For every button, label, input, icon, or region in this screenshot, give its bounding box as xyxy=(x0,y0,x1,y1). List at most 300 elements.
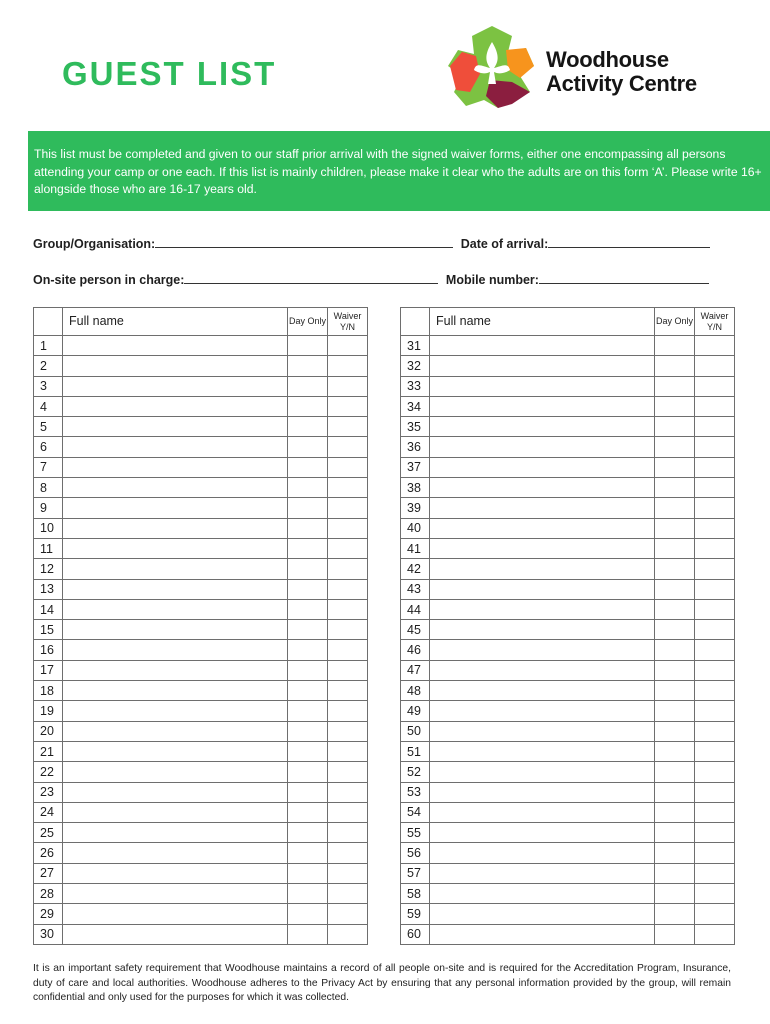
table-row xyxy=(401,741,735,761)
day-only-cell[interactable] xyxy=(655,782,695,802)
table-row xyxy=(401,457,735,477)
full-name-cell[interactable] xyxy=(63,437,288,457)
full-name-cell[interactable] xyxy=(430,701,655,721)
table-row xyxy=(401,762,735,782)
waiver-cell[interactable] xyxy=(695,863,735,883)
full-name-cell[interactable] xyxy=(430,640,655,660)
row-number: 55 xyxy=(401,823,430,843)
day-only-cell[interactable] xyxy=(655,498,695,518)
table-row xyxy=(34,376,368,396)
row-number: 46 xyxy=(401,640,430,660)
full-name-cell[interactable] xyxy=(430,904,655,924)
row-number: 7 xyxy=(34,457,63,477)
full-name-cell[interactable] xyxy=(430,721,655,741)
waiver-cell[interactable] xyxy=(328,376,368,396)
row-number: 40 xyxy=(401,518,430,538)
table-row xyxy=(401,640,735,660)
full-name-cell[interactable] xyxy=(430,437,655,457)
row-number: 36 xyxy=(401,437,430,457)
row-number: 23 xyxy=(34,782,63,802)
full-name-cell[interactable] xyxy=(430,518,655,538)
day-only-cell[interactable] xyxy=(288,538,328,558)
table-row xyxy=(34,884,368,904)
day-only-cell[interactable] xyxy=(288,924,328,944)
day-only-cell[interactable] xyxy=(655,924,695,944)
privacy-footer: It is an important safety requirement that Woodhouse maintains a record of all people on-site and is required for the Accreditation Program, Insurance, duty of care and local authorities. Woodhouse adheres to the Privacy Act by ensuring that any personal information provided by the group, will remain confidential and only used for the purposes for which it was collected. xyxy=(33,963,731,1003)
full-name-cell[interactable] xyxy=(430,478,655,498)
row-number: 50 xyxy=(401,721,430,741)
day-only-cell[interactable] xyxy=(655,823,695,843)
table-row xyxy=(401,660,735,680)
row-number: 21 xyxy=(34,741,63,761)
person-label: On-site person in charge: xyxy=(33,273,185,287)
table-row xyxy=(34,437,368,457)
full-name-cell[interactable] xyxy=(63,457,288,477)
waiver-cell[interactable] xyxy=(328,478,368,498)
waiver-cell[interactable] xyxy=(695,660,735,680)
day-only-cell[interactable] xyxy=(288,721,328,741)
waiver-cell[interactable] xyxy=(695,721,735,741)
table-row xyxy=(401,701,735,721)
page-title: GUEST LIST xyxy=(62,55,277,92)
full-name-cell[interactable] xyxy=(63,701,288,721)
row-number: 15 xyxy=(34,620,63,640)
waiver-cell[interactable] xyxy=(328,741,368,761)
row-number: 58 xyxy=(401,884,430,904)
waiver-cell[interactable] xyxy=(328,498,368,518)
day-only-cell[interactable] xyxy=(288,599,328,619)
table-row xyxy=(34,478,368,498)
table-row xyxy=(401,336,735,356)
waiver-cell[interactable] xyxy=(328,640,368,660)
full-name-cell[interactable] xyxy=(63,782,288,802)
table-row xyxy=(34,356,368,376)
row-number: 42 xyxy=(401,559,430,579)
waiver-cell[interactable] xyxy=(695,701,735,721)
day-only-cell[interactable] xyxy=(288,660,328,680)
row-number: 33 xyxy=(401,376,430,396)
table-row xyxy=(34,823,368,843)
day-only-cell[interactable] xyxy=(288,741,328,761)
waiver-cell[interactable] xyxy=(328,660,368,680)
day-only-cell[interactable] xyxy=(288,620,328,640)
table-row xyxy=(34,640,368,660)
day-only-cell[interactable] xyxy=(288,640,328,660)
row-number: 10 xyxy=(34,518,63,538)
day-only-cell[interactable] xyxy=(288,498,328,518)
full-name-cell[interactable] xyxy=(63,396,288,416)
row-number: 14 xyxy=(34,599,63,619)
table-row xyxy=(34,579,368,599)
full-name-cell[interactable] xyxy=(63,823,288,843)
day-only-cell[interactable] xyxy=(655,721,695,741)
table-row xyxy=(34,417,368,437)
mobile-field[interactable] xyxy=(539,271,709,284)
waiver-cell[interactable] xyxy=(328,599,368,619)
day-only-cell[interactable] xyxy=(288,823,328,843)
table-row xyxy=(401,884,735,904)
waiver-cell[interactable] xyxy=(695,924,735,944)
number-header xyxy=(34,308,63,336)
waiver-cell[interactable] xyxy=(328,559,368,579)
full-name-header: Full name xyxy=(430,308,655,336)
full-name-cell[interactable] xyxy=(63,620,288,640)
table-row xyxy=(401,721,735,741)
row-number: 38 xyxy=(401,478,430,498)
logo-text xyxy=(546,48,697,96)
row-number: 44 xyxy=(401,599,430,619)
full-name-cell[interactable] xyxy=(63,681,288,701)
person-mobile-row xyxy=(33,271,713,287)
day-only-cell[interactable] xyxy=(288,478,328,498)
day-only-cell[interactable] xyxy=(288,518,328,538)
day-only-cell[interactable] xyxy=(288,701,328,721)
full-name-cell[interactable] xyxy=(430,376,655,396)
waiver-cell[interactable] xyxy=(695,681,735,701)
day-only-cell[interactable] xyxy=(288,904,328,924)
row-number: 51 xyxy=(401,741,430,761)
day-only-cell[interactable] xyxy=(288,681,328,701)
day-only-cell[interactable] xyxy=(288,336,328,356)
waiver-cell[interactable] xyxy=(695,457,735,477)
day-only-cell[interactable] xyxy=(288,762,328,782)
full-name-cell[interactable] xyxy=(430,599,655,619)
full-name-cell[interactable] xyxy=(430,538,655,558)
row-number: 13 xyxy=(34,579,63,599)
table-row xyxy=(34,802,368,822)
waiver-cell[interactable] xyxy=(695,478,735,498)
full-name-cell[interactable] xyxy=(430,579,655,599)
full-name-cell[interactable] xyxy=(430,843,655,863)
day-only-cell[interactable] xyxy=(288,884,328,904)
row-number: 24 xyxy=(34,802,63,822)
table-row xyxy=(34,336,368,356)
full-name-cell[interactable] xyxy=(430,336,655,356)
waiver-cell[interactable] xyxy=(695,843,735,863)
table-row xyxy=(34,538,368,558)
day-only-cell[interactable] xyxy=(655,620,695,640)
day-only-cell[interactable] xyxy=(288,417,328,437)
day-only-cell[interactable] xyxy=(288,457,328,477)
day-only-cell[interactable] xyxy=(288,579,328,599)
full-name-cell[interactable] xyxy=(430,863,655,883)
full-name-cell[interactable] xyxy=(63,741,288,761)
waiver-cell[interactable] xyxy=(695,762,735,782)
table-row xyxy=(34,660,368,680)
waiver-cell[interactable] xyxy=(328,823,368,843)
group-date-row xyxy=(33,235,714,251)
waiver-cell[interactable] xyxy=(695,741,735,761)
waiver-cell[interactable] xyxy=(328,457,368,477)
day-only-cell[interactable] xyxy=(655,904,695,924)
table-row xyxy=(34,843,368,863)
table-row xyxy=(34,924,368,944)
day-only-cell[interactable] xyxy=(288,782,328,802)
full-name-cell[interactable] xyxy=(63,863,288,883)
waiver-cell[interactable] xyxy=(328,924,368,944)
full-name-cell[interactable] xyxy=(63,640,288,660)
mobile-label: Mobile number: xyxy=(445,273,539,287)
day-only-cell[interactable] xyxy=(655,843,695,863)
full-name-cell[interactable] xyxy=(63,721,288,741)
day-only-cell[interactable] xyxy=(655,559,695,579)
waiver-cell[interactable] xyxy=(328,782,368,802)
day-only-cell[interactable] xyxy=(655,640,695,660)
instructions-text: This list must be completed and given to our staff prior arrival with the signed waiver forms, either one encompassing all persons attending your camp or one each. If this list is mainly children, please make it clear who the adults are on this form ‘A’. Please write 16+ alongside those who are 16-17 years old. xyxy=(34,147,762,196)
day-only-cell[interactable] xyxy=(288,437,328,457)
waiver-cell[interactable] xyxy=(695,518,735,538)
full-name-cell[interactable] xyxy=(63,904,288,924)
day-only-cell[interactable] xyxy=(655,660,695,680)
day-only-cell[interactable] xyxy=(288,396,328,416)
waiver-cell[interactable] xyxy=(328,437,368,457)
full-name-cell[interactable] xyxy=(63,356,288,376)
day-only-cell[interactable] xyxy=(655,802,695,822)
day-only-cell[interactable] xyxy=(288,863,328,883)
table-row xyxy=(34,681,368,701)
row-number: 59 xyxy=(401,904,430,924)
waiver-cell[interactable] xyxy=(695,884,735,904)
waiver-cell[interactable] xyxy=(695,437,735,457)
waiver-cell[interactable] xyxy=(695,904,735,924)
day-only-cell[interactable] xyxy=(655,356,695,376)
row-number: 2 xyxy=(34,356,63,376)
full-name-cell[interactable] xyxy=(63,538,288,558)
logo-line-1: Woodhouse xyxy=(546,47,669,72)
waiver-cell[interactable] xyxy=(695,782,735,802)
person-field[interactable] xyxy=(184,271,438,284)
row-number: 4 xyxy=(34,396,63,416)
full-name-cell[interactable] xyxy=(63,417,288,437)
full-name-cell[interactable] xyxy=(430,741,655,761)
day-only-cell[interactable] xyxy=(655,376,695,396)
full-name-cell[interactable] xyxy=(430,396,655,416)
row-number: 48 xyxy=(401,681,430,701)
table-row xyxy=(401,843,735,863)
row-number: 34 xyxy=(401,396,430,416)
full-name-cell[interactable] xyxy=(430,498,655,518)
row-number: 26 xyxy=(34,843,63,863)
row-number: 12 xyxy=(34,559,63,579)
day-only-cell[interactable] xyxy=(655,599,695,619)
full-name-cell[interactable] xyxy=(430,924,655,944)
waiver-cell[interactable] xyxy=(695,396,735,416)
full-name-cell[interactable] xyxy=(63,579,288,599)
day-only-cell[interactable] xyxy=(655,863,695,883)
day-only-cell[interactable] xyxy=(655,437,695,457)
row-number: 41 xyxy=(401,538,430,558)
row-number: 27 xyxy=(34,863,63,883)
day-only-cell[interactable] xyxy=(655,396,695,416)
table-row xyxy=(401,681,735,701)
waiver-cell[interactable] xyxy=(695,336,735,356)
date-label: Date of arrival: xyxy=(460,237,549,251)
day-only-cell[interactable] xyxy=(655,741,695,761)
full-name-cell[interactable] xyxy=(430,802,655,822)
waiver-cell[interactable] xyxy=(328,620,368,640)
waiver-cell[interactable] xyxy=(328,336,368,356)
table-row xyxy=(34,741,368,761)
waiver-cell[interactable] xyxy=(695,599,735,619)
row-number: 19 xyxy=(34,701,63,721)
full-name-cell[interactable] xyxy=(63,498,288,518)
table-row xyxy=(401,518,735,538)
day-only-cell[interactable] xyxy=(655,417,695,437)
row-number: 53 xyxy=(401,782,430,802)
day-only-header: Day Only xyxy=(655,308,695,336)
full-name-cell[interactable] xyxy=(430,762,655,782)
row-number: 49 xyxy=(401,701,430,721)
waiver-cell[interactable] xyxy=(695,802,735,822)
full-name-cell[interactable] xyxy=(63,336,288,356)
row-number: 30 xyxy=(34,924,63,944)
table-row xyxy=(34,599,368,619)
waiver-cell[interactable] xyxy=(695,559,735,579)
waiver-cell[interactable] xyxy=(695,823,735,843)
waiver-cell[interactable] xyxy=(328,802,368,822)
guest-table-right xyxy=(400,307,735,945)
full-name-cell[interactable] xyxy=(63,762,288,782)
guest-table-left xyxy=(33,307,368,945)
full-name-header: Full name xyxy=(63,308,288,336)
day-only-cell[interactable] xyxy=(655,579,695,599)
table-row xyxy=(401,620,735,640)
group-label: Group/Organisation: xyxy=(33,237,156,251)
row-number: 28 xyxy=(34,884,63,904)
day-only-cell[interactable] xyxy=(288,376,328,396)
table-row xyxy=(401,478,735,498)
full-name-cell[interactable] xyxy=(63,518,288,538)
table-row xyxy=(34,457,368,477)
waiver-cell[interactable] xyxy=(695,498,735,518)
waiver-cell[interactable] xyxy=(328,579,368,599)
row-number: 54 xyxy=(401,802,430,822)
instructions-banner xyxy=(28,131,770,211)
waiver-cell[interactable] xyxy=(328,721,368,741)
full-name-cell[interactable] xyxy=(63,924,288,944)
table-row xyxy=(401,498,735,518)
table-row xyxy=(401,782,735,802)
row-number: 56 xyxy=(401,843,430,863)
day-only-cell[interactable] xyxy=(655,478,695,498)
waiver-cell[interactable] xyxy=(328,518,368,538)
full-name-cell[interactable] xyxy=(430,620,655,640)
waiver-cell[interactable] xyxy=(328,863,368,883)
day-only-cell[interactable] xyxy=(655,884,695,904)
waiver-cell[interactable] xyxy=(695,538,735,558)
waiver-header: Waiver Y/N xyxy=(695,308,735,336)
full-name-cell[interactable] xyxy=(430,559,655,579)
full-name-cell[interactable] xyxy=(430,356,655,376)
row-number: 35 xyxy=(401,417,430,437)
row-number: 22 xyxy=(34,762,63,782)
row-number: 37 xyxy=(401,457,430,477)
table-row xyxy=(34,782,368,802)
full-name-cell[interactable] xyxy=(430,782,655,802)
row-number: 43 xyxy=(401,579,430,599)
full-name-cell[interactable] xyxy=(430,823,655,843)
row-number: 18 xyxy=(34,681,63,701)
number-header xyxy=(401,308,430,336)
full-name-cell[interactable] xyxy=(63,660,288,680)
waiver-cell[interactable] xyxy=(328,762,368,782)
row-number: 31 xyxy=(401,336,430,356)
day-only-cell[interactable] xyxy=(655,518,695,538)
table-row xyxy=(401,904,735,924)
waiver-cell[interactable] xyxy=(328,681,368,701)
full-name-cell[interactable] xyxy=(430,681,655,701)
waiver-header: Waiver Y/N xyxy=(328,308,368,336)
row-number: 25 xyxy=(34,823,63,843)
full-name-cell[interactable] xyxy=(430,457,655,477)
day-only-cell[interactable] xyxy=(288,559,328,579)
waiver-cell[interactable] xyxy=(695,640,735,660)
waiver-cell[interactable] xyxy=(328,884,368,904)
waiver-cell[interactable] xyxy=(328,356,368,376)
waiver-cell[interactable] xyxy=(328,396,368,416)
waiver-cell[interactable] xyxy=(695,579,735,599)
date-field[interactable] xyxy=(548,235,710,248)
full-name-cell[interactable] xyxy=(63,376,288,396)
waiver-cell[interactable] xyxy=(328,843,368,863)
full-name-cell[interactable] xyxy=(63,559,288,579)
row-number: 29 xyxy=(34,904,63,924)
table-row xyxy=(401,559,735,579)
waiver-cell[interactable] xyxy=(695,356,735,376)
table-row xyxy=(401,417,735,437)
waiver-cell[interactable] xyxy=(328,538,368,558)
full-name-cell[interactable] xyxy=(63,802,288,822)
table-row xyxy=(401,437,735,457)
full-name-cell[interactable] xyxy=(430,660,655,680)
day-only-cell[interactable] xyxy=(655,538,695,558)
table-row xyxy=(34,518,368,538)
table-row xyxy=(401,802,735,822)
table-row xyxy=(34,701,368,721)
table-row xyxy=(34,863,368,883)
full-name-cell[interactable] xyxy=(63,478,288,498)
table-row xyxy=(34,396,368,416)
row-number: 17 xyxy=(34,660,63,680)
table-row xyxy=(34,620,368,640)
full-name-cell[interactable] xyxy=(63,884,288,904)
woodhouse-logo xyxy=(446,22,736,112)
waiver-cell[interactable] xyxy=(328,417,368,437)
day-only-cell[interactable] xyxy=(655,701,695,721)
day-only-cell[interactable] xyxy=(655,681,695,701)
full-name-cell[interactable] xyxy=(63,843,288,863)
day-only-cell[interactable] xyxy=(655,336,695,356)
full-name-cell[interactable] xyxy=(430,884,655,904)
full-name-cell[interactable] xyxy=(430,417,655,437)
table-row xyxy=(34,498,368,518)
day-only-cell[interactable] xyxy=(288,356,328,376)
group-field[interactable] xyxy=(155,235,453,248)
day-only-cell[interactable] xyxy=(655,457,695,477)
day-only-cell[interactable] xyxy=(288,843,328,863)
day-only-cell[interactable] xyxy=(288,802,328,822)
waiver-cell[interactable] xyxy=(328,904,368,924)
waiver-cell[interactable] xyxy=(695,376,735,396)
waiver-cell[interactable] xyxy=(695,620,735,640)
table-row xyxy=(401,823,735,843)
day-only-cell[interactable] xyxy=(655,762,695,782)
table-row xyxy=(401,396,735,416)
full-name-cell[interactable] xyxy=(63,599,288,619)
waiver-cell[interactable] xyxy=(328,701,368,721)
waiver-cell[interactable] xyxy=(695,417,735,437)
row-number: 52 xyxy=(401,762,430,782)
